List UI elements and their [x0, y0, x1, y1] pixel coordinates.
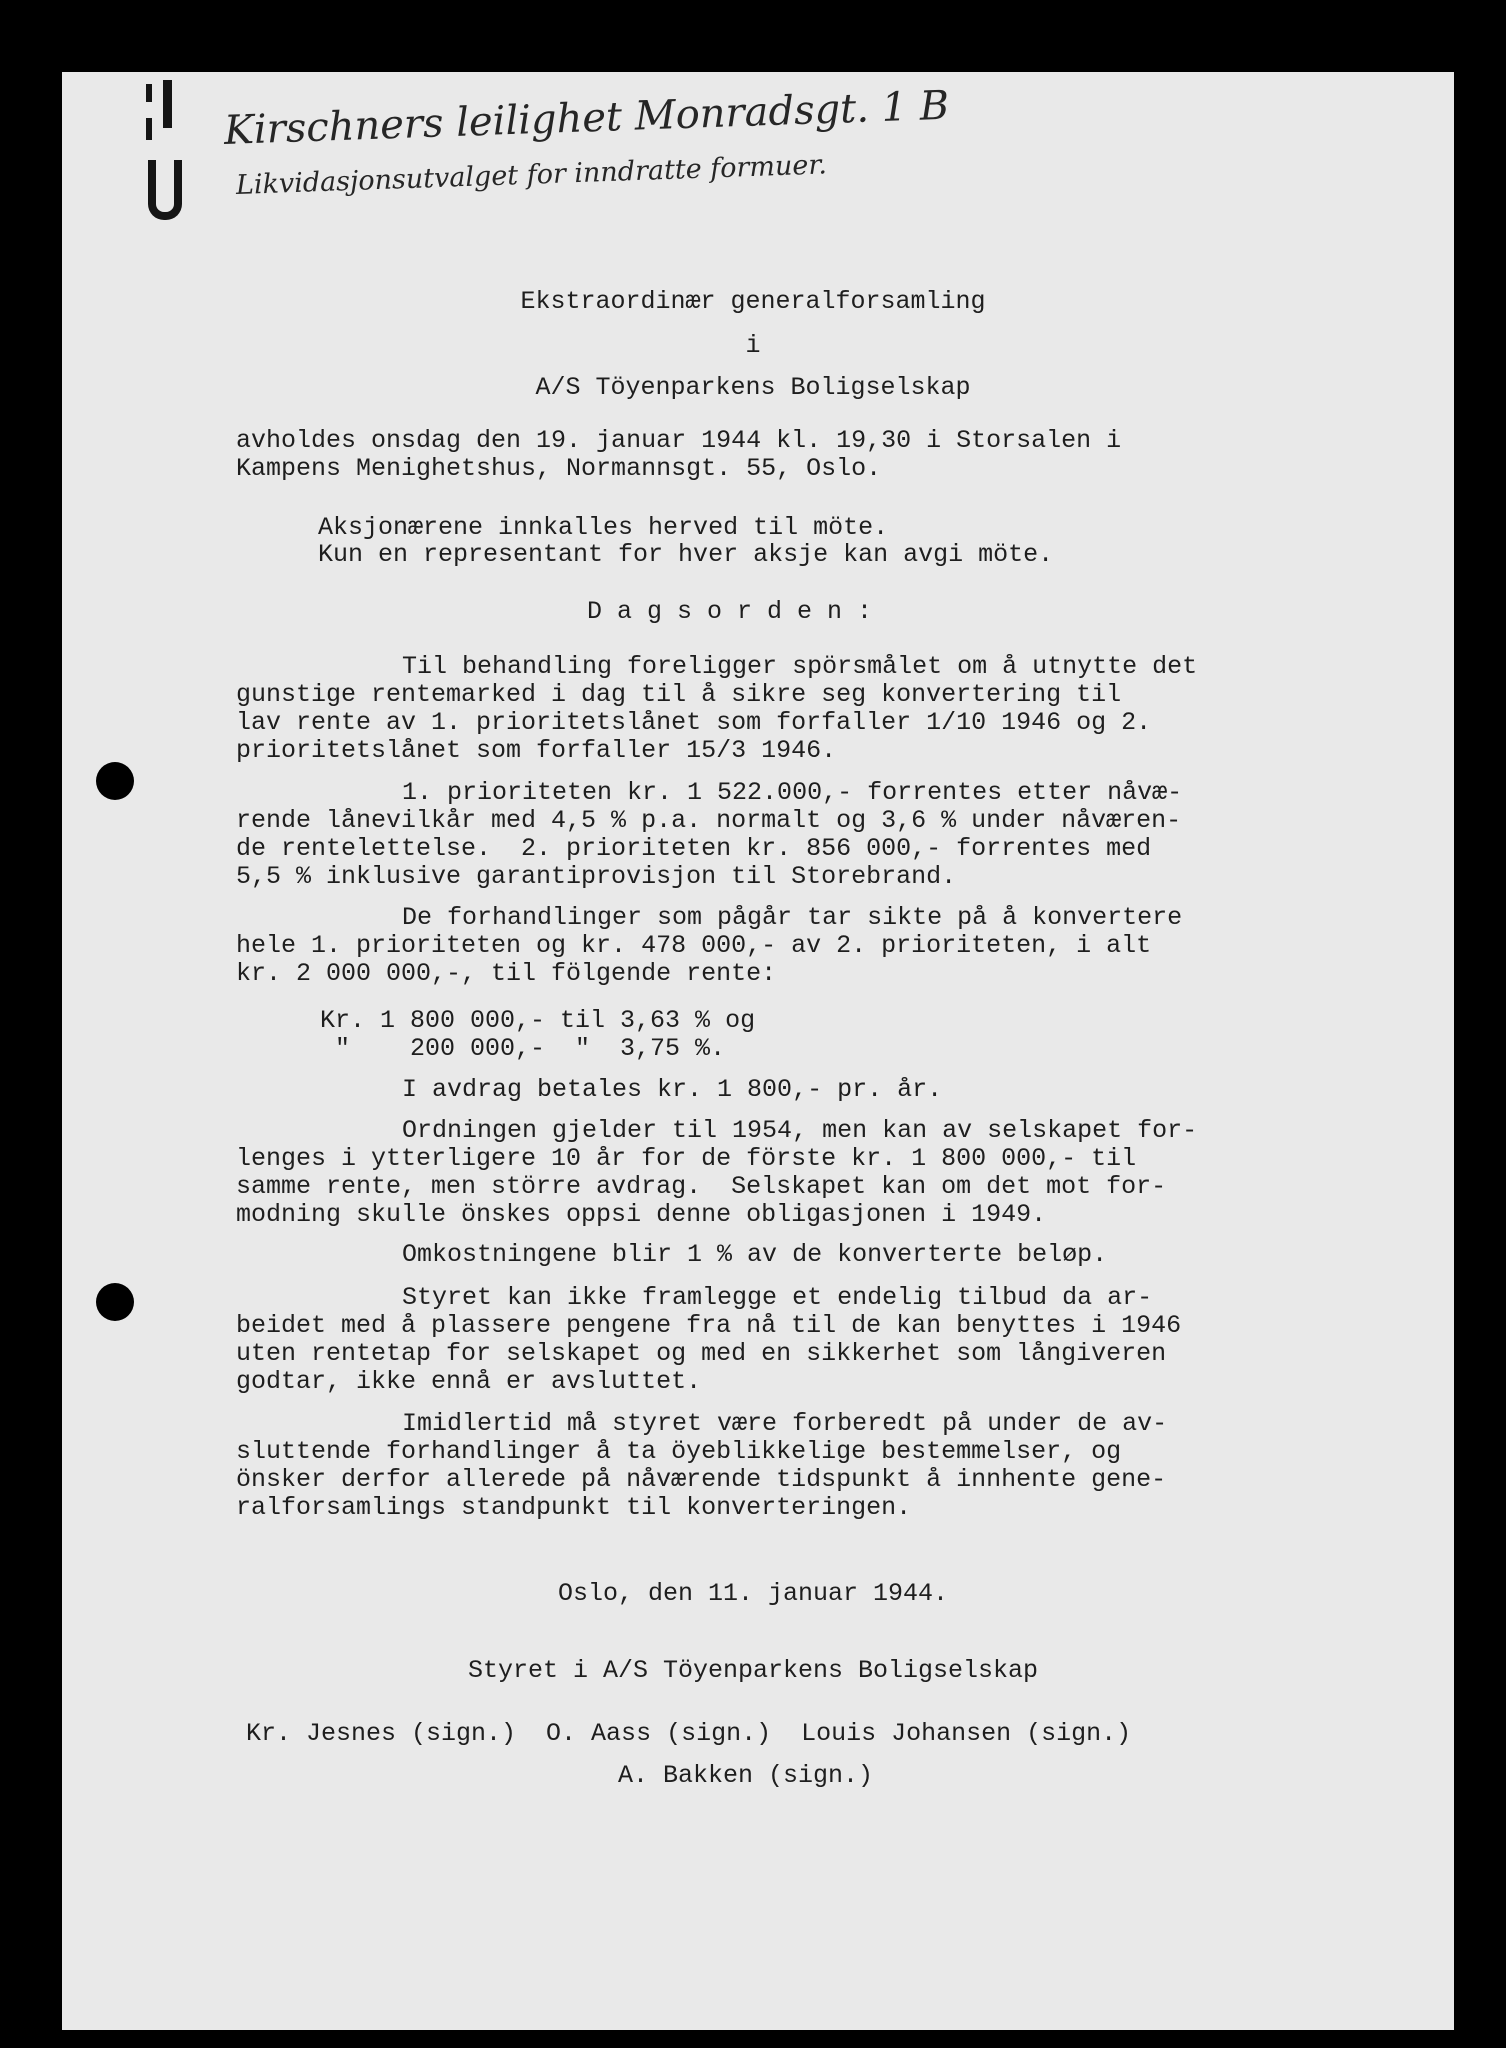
paragraph-line: Til behandling foreligger spörsmålet om å utnytte det	[402, 652, 1198, 681]
notice-line: Aksjonærene innkalles herved til möte.	[318, 513, 889, 542]
paragraph-line: De forhandlinger som pågår tar sikte på å konvertere	[402, 903, 1183, 932]
paragraph-line: uten rentetap for selskapet og med en sikkerhet som långiveren	[236, 1339, 1167, 1368]
paragraph-line: 5,5 % inklusive garantiprovisjon til Storebrand.	[236, 862, 957, 891]
signature-line: A. Bakken (sign.)	[618, 1761, 874, 1790]
intro-line: avholdes onsdag den 19. januar 1944 kl. 19,30 i Storsalen i	[236, 426, 1122, 455]
paragraph-line: Imidlertid må styret være forberedt på under de av-	[402, 1409, 1168, 1438]
paragraph-line: kr. 2 000 000,-, til fölgende rente:	[236, 959, 777, 988]
paragraph-line: 1. prioriteten kr. 1 522.000,- forrentes etter nåvæ-	[402, 778, 1183, 807]
title-line-3: A/S Töyenparkens Boligselskap	[535, 373, 971, 402]
paragraph-line: beidet med å plassere pengene fra nå til de kan benyttes i 1946	[236, 1311, 1182, 1340]
rate-line: Kr. 1 800 000,- til 3,63 % og	[320, 1006, 756, 1035]
paragraph-line: samme rente, men större avdrag. Selskapet kan om det mot for-	[236, 1172, 1167, 1201]
paragraph-line: sluttende forhandlinger å ta öyeblikkelige bestemmelser, og	[236, 1437, 1122, 1466]
title-line-1: Ekstraordinær generalforsamling	[520, 287, 986, 316]
paragraph-line: Ordningen gjelder til 1954, men kan av selskapet for-	[402, 1116, 1198, 1145]
agenda-heading: D a g s o r d e n :	[587, 597, 873, 626]
date-line: Oslo, den 11. januar 1944.	[557, 1579, 949, 1608]
title-line-2: i	[745, 331, 761, 360]
notice-line: Kun en representant for hver aksje kan avgi möte.	[318, 540, 1054, 569]
paragraph-line: ralforsamlings standpunkt til konverteringen.	[236, 1493, 912, 1522]
rate-line: " 200 000,- " 3,75 %.	[320, 1034, 726, 1063]
paragraph-line: godtar, ikke ennå er avsluttet.	[236, 1367, 702, 1396]
paragraph-line: Omkostningene blir 1 % av de konverterte beløp.	[402, 1240, 1108, 1269]
intro-line: Kampens Menighetshus, Normannsgt. 55, Oslo.	[236, 454, 882, 483]
paragraph-line: lenges i ytterligere 10 år for de förste kr. 1 800 000,- til	[236, 1144, 1137, 1173]
paragraph-line: prioritetslånet som forfaller 15/3 1946.	[236, 736, 837, 765]
paragraph-line: de rentelettelse. 2. prioriteten kr. 856 000,- forrentes med	[236, 834, 1152, 863]
handwritten-note: Kirschners leilighet Monradsgt. 1 B	[223, 82, 950, 154]
paragraph-line: I avdrag betales kr. 1 800,- pr. år.	[402, 1075, 943, 1104]
paragraph-line: lav rente av 1. prioritetslånet som forfaller 1/10 1946 og 2.	[236, 708, 1152, 737]
paragraph-line: rende lånevilkår med 4,5 % p.a. normalt og 3,6 % under nåværen-	[236, 806, 1182, 835]
paragraph-line: gunstige rentemarked i dag til å sikre seg konvertering til	[236, 680, 1122, 709]
signature-line: Kr. Jesnes (sign.) O. Aass (sign.) Louis Johansen (sign.)	[246, 1719, 1132, 1748]
paragraph-line: modning skulle önskes oppsi denne obligasjonen i 1949.	[236, 1200, 1047, 1229]
board-line: Styret i A/S Töyenparkens Boligselskap	[467, 1656, 1039, 1685]
paragraph-line: hele 1. prioriteten og kr. 478 000,- av 2. prioriteten, i alt	[236, 931, 1152, 960]
handwritten-note-subline: Likvidasjonsutvalget for inndratte formuer.	[235, 149, 828, 201]
paragraph-line: önsker derfor allerede på nåværende tidspunkt å innhente gene-	[236, 1465, 1167, 1494]
paragraph-line: Styret kan ikke framlegge et endelig tilbud da ar-	[402, 1283, 1153, 1312]
